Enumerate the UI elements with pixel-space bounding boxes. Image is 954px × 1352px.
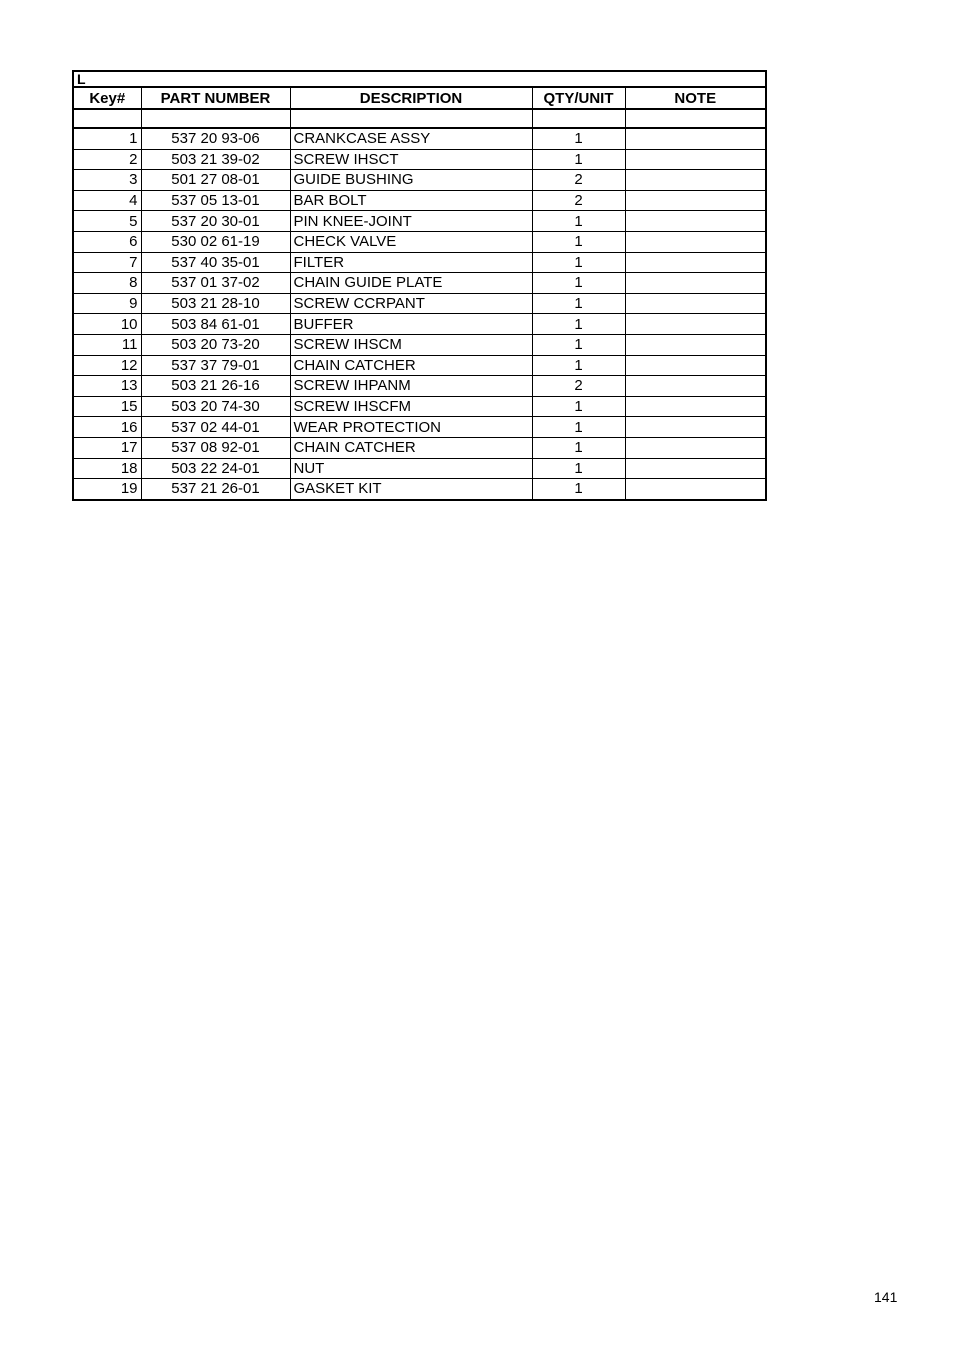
description-cell: GASKET KIT: [290, 479, 532, 500]
part-number-cell: 537 08 92-01: [141, 437, 290, 458]
header-qty: QTY/UNIT: [532, 87, 625, 109]
table-row: [73, 417, 766, 438]
key-cell: 13: [73, 376, 141, 397]
key-cell: 11: [73, 334, 141, 355]
qty-cell: 2: [532, 170, 625, 191]
note-cell: [625, 376, 766, 397]
description-cell: GUIDE BUSHING: [290, 170, 532, 191]
parts-table: [72, 70, 767, 501]
header-part-number: PART NUMBER: [141, 87, 290, 109]
description-cell: CHAIN CATCHER: [290, 355, 532, 376]
key-cell: 6: [73, 231, 141, 252]
description-cell: SCREW CCRPANT: [290, 293, 532, 314]
qty-cell: 1: [532, 149, 625, 170]
key-cell: 19: [73, 479, 141, 500]
part-number-cell: 537 20 93-06: [141, 128, 290, 149]
key-cell: 8: [73, 273, 141, 294]
note-cell: [625, 458, 766, 479]
spacer-cell: [290, 109, 532, 128]
page-number: 141: [874, 1289, 898, 1305]
part-number-cell: 537 01 37-02: [141, 273, 290, 294]
qty-cell: 1: [532, 293, 625, 314]
qty-cell: 1: [532, 231, 625, 252]
qty-cell: 1: [532, 252, 625, 273]
note-cell: [625, 437, 766, 458]
key-cell: 7: [73, 252, 141, 273]
qty-cell: 1: [532, 396, 625, 417]
description-cell: SCREW IHSCT: [290, 149, 532, 170]
header-note: NOTE: [625, 87, 766, 109]
key-cell: 12: [73, 355, 141, 376]
description-cell: FILTER: [290, 252, 532, 273]
note-cell: [625, 396, 766, 417]
description-cell: PIN KNEE-JOINT: [290, 211, 532, 232]
key-cell: 1: [73, 128, 141, 149]
key-cell: 3: [73, 170, 141, 191]
table-row: [73, 396, 766, 417]
header-description: DESCRIPTION: [290, 87, 532, 109]
part-number-cell: 530 02 61-19: [141, 231, 290, 252]
note-cell: [625, 170, 766, 191]
section-label: L: [73, 71, 766, 87]
qty-cell: 1: [532, 334, 625, 355]
qty-cell: 2: [532, 376, 625, 397]
table-row: [73, 437, 766, 458]
description-cell: SCREW IHSCM: [290, 334, 532, 355]
key-cell: 18: [73, 458, 141, 479]
table-row: [73, 293, 766, 314]
description-cell: CHAIN GUIDE PLATE: [290, 273, 532, 294]
note-cell: [625, 211, 766, 232]
table-row: [73, 170, 766, 191]
table-row: [73, 231, 766, 252]
description-cell: BAR BOLT: [290, 190, 532, 211]
table-row: [73, 376, 766, 397]
part-number-cell: 537 02 44-01: [141, 417, 290, 438]
key-cell: 17: [73, 437, 141, 458]
qty-cell: 1: [532, 458, 625, 479]
part-number-cell: 503 21 26-16: [141, 376, 290, 397]
part-number-cell: 501 27 08-01: [141, 170, 290, 191]
part-number-cell: 503 21 28-10: [141, 293, 290, 314]
note-cell: [625, 273, 766, 294]
description-cell: CRANKCASE ASSY: [290, 128, 532, 149]
qty-cell: 1: [532, 273, 625, 294]
qty-cell: 1: [532, 314, 625, 335]
table-row: [73, 128, 766, 149]
spacer-row: [73, 109, 766, 128]
part-number-cell: 537 37 79-01: [141, 355, 290, 376]
part-number-cell: 537 21 26-01: [141, 479, 290, 500]
note-cell: [625, 479, 766, 500]
part-number-cell: 537 40 35-01: [141, 252, 290, 273]
header-key: Key#: [73, 87, 141, 109]
table-row: [73, 334, 766, 355]
description-cell: CHECK VALVE: [290, 231, 532, 252]
note-cell: [625, 252, 766, 273]
note-cell: [625, 190, 766, 211]
qty-cell: 1: [532, 437, 625, 458]
qty-cell: 1: [532, 417, 625, 438]
part-number-cell: 537 05 13-01: [141, 190, 290, 211]
part-number-cell: 503 21 39-02: [141, 149, 290, 170]
spacer-cell: [141, 109, 290, 128]
qty-cell: 1: [532, 479, 625, 500]
description-cell: SCREW IHPANM: [290, 376, 532, 397]
note-cell: [625, 417, 766, 438]
table-row: [73, 458, 766, 479]
spacer-cell: [532, 109, 625, 128]
qty-cell: 1: [532, 128, 625, 149]
header-row: [73, 87, 766, 109]
table-row: [73, 211, 766, 232]
note-cell: [625, 334, 766, 355]
key-cell: 2: [73, 149, 141, 170]
parts-table-body: [73, 71, 766, 500]
section-row: [73, 71, 766, 87]
note-cell: [625, 355, 766, 376]
table-row: [73, 479, 766, 500]
description-cell: NUT: [290, 458, 532, 479]
table-row: [73, 314, 766, 335]
description-cell: SCREW IHSCFM: [290, 396, 532, 417]
part-number-cell: 503 22 24-01: [141, 458, 290, 479]
key-cell: 16: [73, 417, 141, 438]
part-number-cell: 537 20 30-01: [141, 211, 290, 232]
key-cell: 5: [73, 211, 141, 232]
table-row: [73, 355, 766, 376]
table-row: [73, 252, 766, 273]
table-row: [73, 149, 766, 170]
key-cell: 10: [73, 314, 141, 335]
note-cell: [625, 149, 766, 170]
note-cell: [625, 128, 766, 149]
table-row: [73, 190, 766, 211]
part-number-cell: 503 20 73-20: [141, 334, 290, 355]
spacer-cell: [625, 109, 766, 128]
part-number-cell: 503 20 74-30: [141, 396, 290, 417]
note-cell: [625, 293, 766, 314]
part-number-cell: 503 84 61-01: [141, 314, 290, 335]
key-cell: 4: [73, 190, 141, 211]
qty-cell: 1: [532, 211, 625, 232]
key-cell: 9: [73, 293, 141, 314]
key-cell: 15: [73, 396, 141, 417]
note-cell: [625, 231, 766, 252]
qty-cell: 2: [532, 190, 625, 211]
description-cell: CHAIN CATCHER: [290, 437, 532, 458]
description-cell: BUFFER: [290, 314, 532, 335]
description-cell: WEAR PROTECTION: [290, 417, 532, 438]
spacer-cell: [73, 109, 141, 128]
table-row: [73, 273, 766, 294]
note-cell: [625, 314, 766, 335]
qty-cell: 1: [532, 355, 625, 376]
